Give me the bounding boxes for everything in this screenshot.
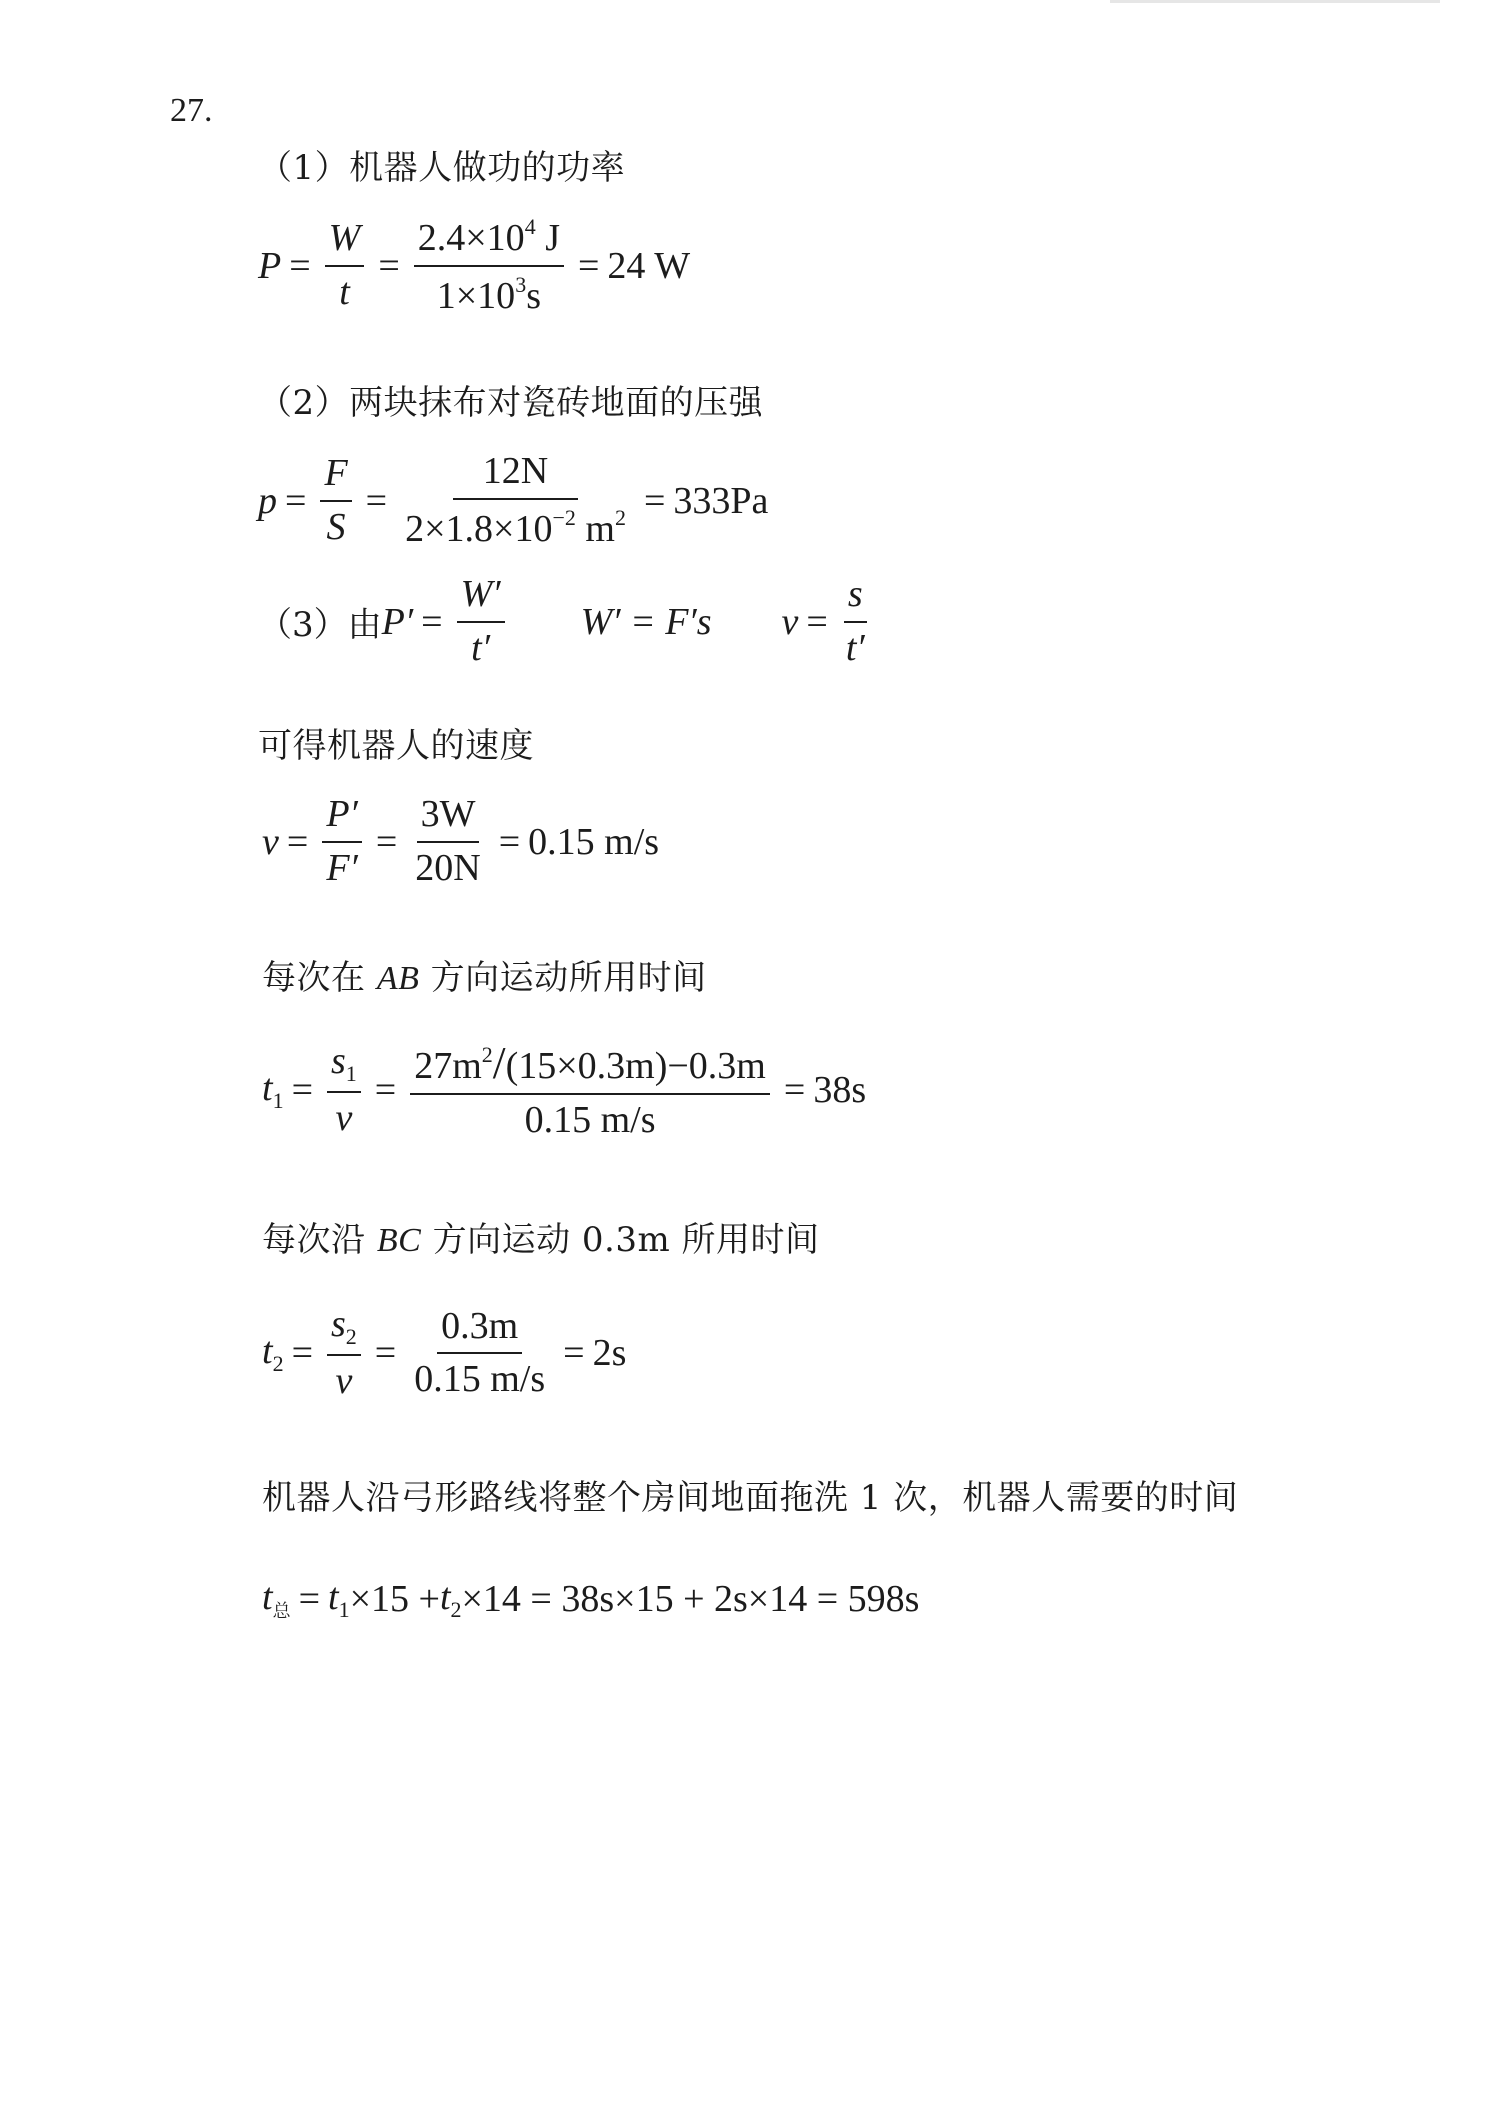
speed-result: 0.15 m/s bbox=[528, 820, 660, 863]
t2-result: 2s bbox=[592, 1332, 627, 1375]
power-result: 24 W bbox=[607, 244, 691, 287]
bc-time-text: 每次沿 BC 方向运动 0.3m 所用时间 bbox=[262, 1220, 820, 1260]
power-value-fraction: $\frac{2.4\times 10^4 J}{1\times 10^3s}$ bbox=[414, 215, 564, 317]
force-over-area-fraction: $\frac{F}{S}$ bbox=[320, 454, 351, 548]
t2-equation: $t_2$ = $\frac{s_2}{v}$ = $\frac{0.3m}{0.15 m/s}$ = 2s bbox=[262, 1303, 627, 1403]
speed-text: 可得机器人的速度 bbox=[258, 726, 534, 766]
pressure-symbol: p bbox=[258, 479, 277, 522]
speed-equation: v = $\frac{P'}{F'}$ = $\frac{3W}{20N}$ = 0.15 m/s bbox=[262, 793, 660, 889]
work-over-time-fraction: $\frac{W}{t}$ bbox=[325, 219, 365, 313]
pressure-equation: p = $\frac{F}{S}$ = $\frac{12N}{2\times 1.8\times 10^{-2} m^2}$ = 333Pa bbox=[258, 450, 769, 550]
speed-relation: v = $\frac{s}{t'}$ bbox=[781, 573, 865, 669]
total-time-text: 机器人沿弓形路线将整个房间地面拖洗 1 次，机器人需要的时间 bbox=[262, 1478, 1239, 1518]
power-symbol: P bbox=[258, 244, 282, 287]
work-relation: W′ = F′s bbox=[580, 600, 712, 643]
ab-time-text: 每次在 AB 方向运动所用时间 bbox=[262, 958, 707, 998]
pressure-result: 333Pa bbox=[673, 479, 769, 522]
t1-result: 38s bbox=[813, 1069, 867, 1112]
power-equation: P = $\frac{W}{t}$ = $\frac{2.4\times 10^4 J}{1\times 10^3s}$ = 24 W bbox=[258, 214, 691, 317]
total-time-result: ×14 = 38s×15 + 2s×14 = 598s bbox=[461, 1578, 920, 1620]
pressure-value-fraction: $\frac{12N}{2\times 1.8\times 10^{-2} m^2}$ bbox=[405, 450, 626, 550]
scan-top-edge bbox=[1110, 0, 1440, 3]
part2-heading: （2）两块抹布对瓷砖地面的压强 bbox=[258, 383, 764, 423]
part3-relations bbox=[258, 575, 875, 669]
question-number: 27. bbox=[170, 92, 213, 129]
part3-prefix: （3）由 bbox=[258, 605, 382, 646]
power-relation: P′ = $\frac{W'}{t'}$ bbox=[382, 575, 511, 669]
part1-heading: （1）机器人做功的功率 bbox=[258, 148, 626, 188]
t1-equation: $t_1$ = $\frac{s_1}{v}$ = $\frac{27m^2/(15\times 0.3m)-0.3m}{0.15 m/s}$ = 38s bbox=[262, 1037, 867, 1141]
total-time-equation: $t_总$ = $t_1$ ×15 + $t_2$ ×14 = 38s×15 + 2s×14 = 598s bbox=[262, 1576, 920, 1622]
